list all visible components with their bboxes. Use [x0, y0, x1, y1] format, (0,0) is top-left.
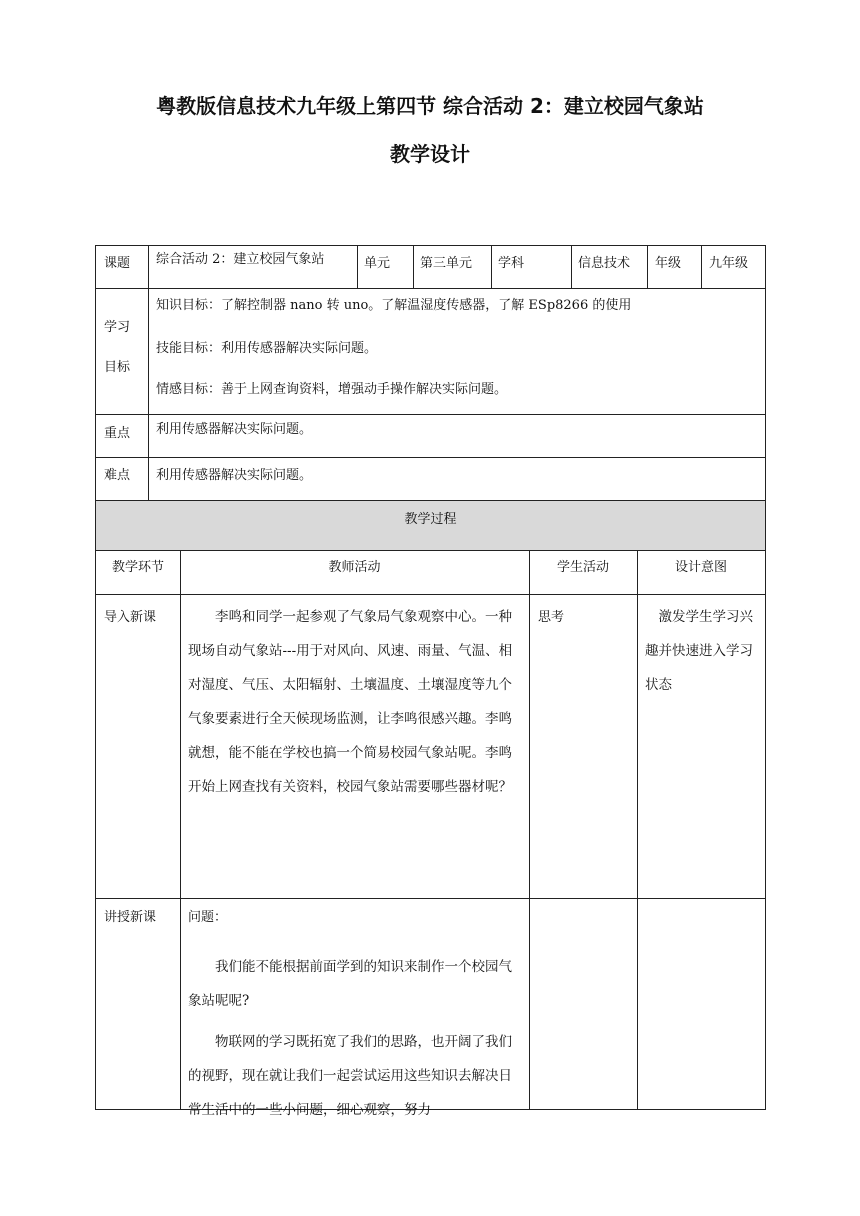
difficulty-label: 难点 — [104, 468, 131, 483]
subject-value: 信息技术 — [578, 256, 631, 271]
goals-label-line2: 目标 — [104, 360, 131, 375]
difficulty-value: 利用传感器解决实际问题。 — [156, 468, 313, 483]
teacher-activity-intro: 李鸣和同学一起参观了气象局气象观察中心。一种现场自动气象站---用于对风向、风速、雨量、气温、相对湿度、气压、太阳辐射、土壤温度、土壤湿度等九个气象要素进行全天候现场监测，让李鸣很感兴趣。李鸣就想，能不能在学校也搞一个简易校园气象站呢。李鸣开始上网查找有关资料，校园气象站需要哪些器材呢？ — [188, 609, 513, 795]
teacher-intro-paragraph: 物联网的学习既拓宽了我们的思路，也开阔了我们的视野，现在就让我们一起尝试运用这些知识去解决日常生活中的一些小问题，细心观察，努力 — [188, 1034, 512, 1118]
unit-label: 单元 — [364, 256, 391, 271]
course-value: 综合活动 2：建立校园气象站 — [156, 252, 325, 267]
goal-emotion: 情感目标：善于上网查询资料，增强动手操作解决实际问题。 — [156, 382, 508, 397]
grade-label: 年级 — [655, 256, 682, 271]
document-subtitle: 教学设计 — [390, 142, 470, 166]
teacher-question-label: 问题： — [188, 910, 228, 925]
document-title: 粤教版信息技术九年级上第四节 综合活动 2：建立校园气象站 — [156, 94, 704, 118]
teacher-question: 我们能不能根据前面学到的知识来制作一个校园气象站呢呢? — [188, 959, 512, 1009]
student-activity-intro: 思考 — [538, 610, 565, 625]
unit-value: 第三单元 — [420, 256, 473, 271]
goal-skill: 技能目标：利用传感器解决实际问题。 — [156, 341, 378, 356]
col-teacher-header: 教师活动 — [328, 560, 381, 575]
goal-knowledge: 知识目标：了解控制器 nano 转 uno。了解温湿度传感器，了解 ESp8266 的使用 — [156, 298, 632, 313]
col-stage-header: 教学环节 — [111, 560, 164, 575]
stage-intro: 导入新课 — [104, 610, 157, 625]
goals-label-line1: 学习 — [104, 320, 131, 335]
subject-label: 学科 — [498, 256, 525, 271]
design-intent-intro: 激发学生学习兴趣并快速进入学习状态 — [645, 609, 753, 693]
stage-new-lesson: 讲授新课 — [104, 910, 157, 925]
col-student-header: 学生活动 — [556, 560, 609, 575]
focus-value: 利用传感器解决实际问题。 — [156, 422, 313, 437]
process-header: 教学过程 — [404, 512, 457, 527]
course-label: 课题 — [104, 256, 131, 271]
grade-value: 九年级 — [709, 256, 749, 271]
col-intent-header: 设计意图 — [674, 560, 727, 575]
focus-label: 重点 — [104, 426, 131, 441]
